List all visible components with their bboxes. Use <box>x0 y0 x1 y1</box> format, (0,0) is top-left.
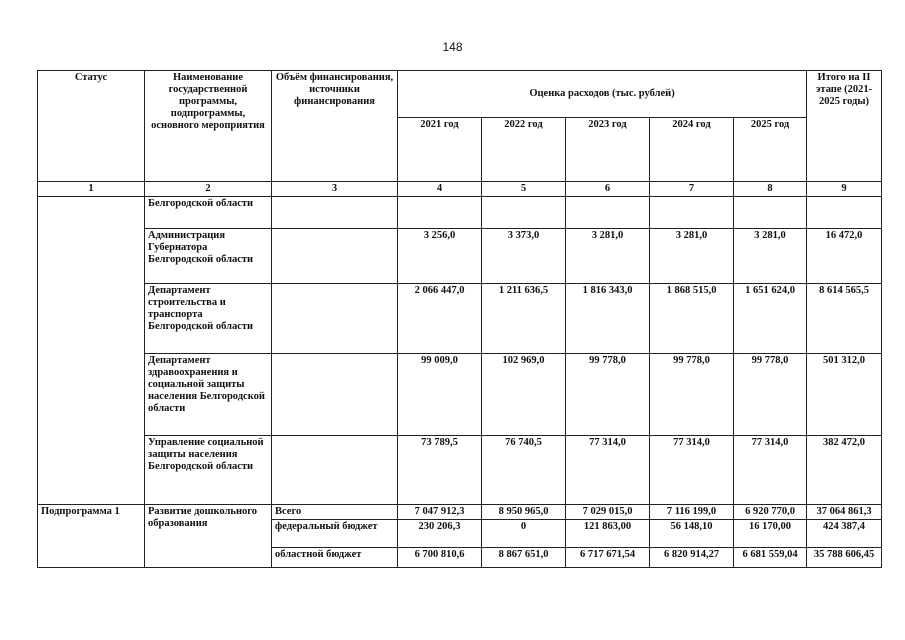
value-2023: 121 863,00 <box>566 520 650 548</box>
header-status: Статус <box>38 71 145 182</box>
value-total: 424 387,4 <box>807 520 882 548</box>
value-2023 <box>566 197 650 229</box>
status-cell-empty <box>38 197 145 505</box>
subprogram-status: Подпрограмма 1 <box>38 505 145 568</box>
value-2021 <box>398 197 482 229</box>
value-2023: 3 281,0 <box>566 229 650 284</box>
table-row <box>38 436 882 505</box>
value-2025: 16 170,00 <box>734 520 807 548</box>
value-2024 <box>650 197 734 229</box>
value-2023: 7 029 015,0 <box>566 505 650 520</box>
column-index: 4 <box>398 182 482 197</box>
value-2021: 3 256,0 <box>398 229 482 284</box>
value-2024: 6 820 914,27 <box>650 548 734 568</box>
column-index-row <box>38 182 882 197</box>
value-2025: 6 681 559,04 <box>734 548 807 568</box>
header-total: Итого на II этапе (2021-2025 годы) <box>807 71 882 182</box>
value-2024: 3 281,0 <box>650 229 734 284</box>
value-total: 501 312,0 <box>807 354 882 436</box>
value-2021: 230 206,3 <box>398 520 482 548</box>
row-name: Департамент строительства и транспорта Белгородской области <box>145 284 272 354</box>
column-index: 5 <box>482 182 566 197</box>
value-2025 <box>734 197 807 229</box>
value-2025: 6 920 770,0 <box>734 505 807 520</box>
value-2021: 73 789,5 <box>398 436 482 505</box>
header-year-2021: 2021 год <box>398 118 482 182</box>
header-year-2022: 2022 год <box>482 118 566 182</box>
table-row <box>38 197 882 229</box>
column-index: 7 <box>650 182 734 197</box>
header-year-2024: 2024 год <box>650 118 734 182</box>
row-source <box>272 354 398 436</box>
value-total <box>807 197 882 229</box>
column-index: 3 <box>272 182 398 197</box>
table-row <box>38 354 882 436</box>
value-2021: 6 700 810,6 <box>398 548 482 568</box>
value-2025: 99 778,0 <box>734 354 807 436</box>
value-total: 8 614 565,5 <box>807 284 882 354</box>
value-total: 16 472,0 <box>807 229 882 284</box>
value-2025: 1 651 624,0 <box>734 284 807 354</box>
source-label: Всего <box>272 505 398 520</box>
value-2022 <box>482 197 566 229</box>
value-2022: 3 373,0 <box>482 229 566 284</box>
header-volume: Объём финансирования, источники финансирования <box>272 71 398 182</box>
row-source <box>272 229 398 284</box>
column-index: 9 <box>807 182 882 197</box>
value-2023: 1 816 343,0 <box>566 284 650 354</box>
source-label: федеральный бюджет <box>272 520 398 548</box>
value-2021: 2 066 447,0 <box>398 284 482 354</box>
column-index: 6 <box>566 182 650 197</box>
value-2024: 77 314,0 <box>650 436 734 505</box>
row-source <box>272 197 398 229</box>
value-2022: 1 211 636,5 <box>482 284 566 354</box>
table-row <box>38 229 882 284</box>
value-2023: 99 778,0 <box>566 354 650 436</box>
value-2024: 7 116 199,0 <box>650 505 734 520</box>
value-2021: 99 009,0 <box>398 354 482 436</box>
value-2022: 76 740,5 <box>482 436 566 505</box>
value-2024: 56 148,10 <box>650 520 734 548</box>
column-index: 1 <box>38 182 145 197</box>
table-row <box>38 284 882 354</box>
row-name: Департамент здравоохранения и социальной защиты населения Белгородской области <box>145 354 272 436</box>
value-2025: 77 314,0 <box>734 436 807 505</box>
header-year-2025: 2025 год <box>734 118 807 182</box>
page-number: 148 <box>442 40 463 54</box>
value-2023: 77 314,0 <box>566 436 650 505</box>
value-2022: 8 867 651,0 <box>482 548 566 568</box>
value-total: 382 472,0 <box>807 436 882 505</box>
header-year-2023: 2023 год <box>566 118 650 182</box>
row-name: Управление социальной защиты населения Белгородской области <box>145 436 272 505</box>
subprogram-name: Развитие дошкольного образования <box>145 505 272 568</box>
row-name: Белгородской области <box>145 197 272 229</box>
value-2022: 8 950 965,0 <box>482 505 566 520</box>
row-name: Администрация Губернатора Белгородской области <box>145 229 272 284</box>
value-total: 35 788 606,45 <box>807 548 882 568</box>
value-2022: 0 <box>482 520 566 548</box>
column-index: 2 <box>145 182 272 197</box>
header-estimate: Оценка расходов (тыс. рублей) <box>398 71 807 118</box>
column-index: 8 <box>734 182 807 197</box>
value-2024: 1 868 515,0 <box>650 284 734 354</box>
row-source <box>272 436 398 505</box>
value-total: 37 064 861,3 <box>807 505 882 520</box>
subprogram-row <box>38 505 882 520</box>
value-2023: 6 717 671,54 <box>566 548 650 568</box>
budget-table <box>37 70 882 568</box>
source-label: областной бюджет <box>272 548 398 568</box>
value-2025: 3 281,0 <box>734 229 807 284</box>
value-2024: 99 778,0 <box>650 354 734 436</box>
value-2022: 102 969,0 <box>482 354 566 436</box>
value-2021: 7 047 912,3 <box>398 505 482 520</box>
header-name: Наименование государственной программы, подпрограммы, основного мероприятия <box>145 71 272 182</box>
row-source <box>272 284 398 354</box>
